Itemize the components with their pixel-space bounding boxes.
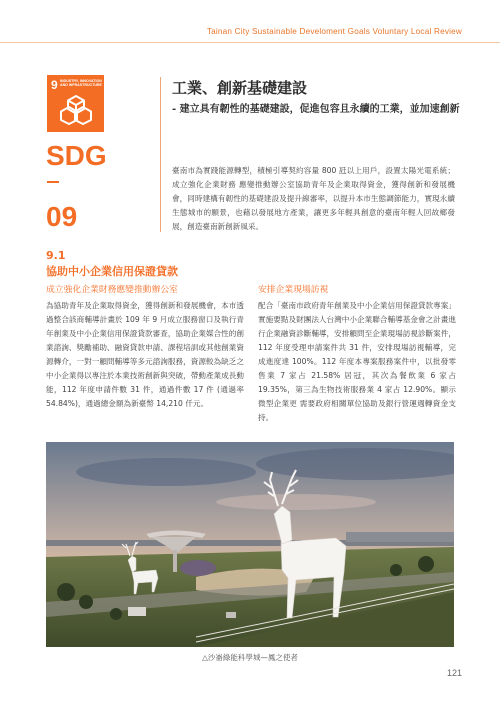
photo-caption: △沙崙綠能科學城—鳳之使者 [202,653,298,662]
left-column-text: 為協助青年及企業取得資金，獲得創新和發展機會，本市透過整合該商輔導計畫於 109 年 9 月成立服務窗口及執行青年創業及中小企業信用保證貸款審查，協助企業媒合性的創業諮詢、獎勵補助、融資貸款申請、課程培訓或其他創業資源轉介，一對一顧問輔導等多元諮詢服務，資源較為缺乏之中小企業得以專注於本業技術創新與突破，帶動產業成長動能，112 年度申請件數 31 件，通過件數 17 件 (通過率 54.84%)，通過總金額為新臺幣 14,210 仟元。 [46,301,244,408]
section-title: 協助中小企業信用保證貸款 [46,265,178,278]
page-subtitle: - 建立具有韌性的基礎建設，促進包容且永續的工業，並加速創新 [172,104,460,115]
running-header: Tainan City Sustainable Develoment Goals Voluntary Local Review [206,27,462,36]
sdg-dash [47,181,59,183]
badge-goal-text: INDUSTRY, INNOVATION AND INFRASTRUCTURE [60,79,102,88]
section-number: 9.1 [46,249,66,262]
page-number: 121 [446,668,462,678]
vertical-divider [160,77,161,232]
deer-sculpture-photo [46,442,454,647]
badge-number: 9 [51,78,58,92]
intro-paragraph: 臺南市為實踐能源轉型，積極引導契約容量 800 瓩以上用戶，設置太陽光電系統；成立強化企業財務 應變推動辦公室協助青年及企業取得資金，獲得創新和發展機會，同時建構有韌性的基礎建設及提升線審率，以提升本市生態調節能力，實現永續生態城市的願景，也藉以發展地方產業，讓更多年輕具創意的臺南年輕人回故鄉發展，創造臺南新創新風采。 [172,166,455,231]
right-column-text: 配合「臺南市政府青年創業及中小企業信用保證貸款專案」實施要點及財團法人台灣中小企業聯合輔導基金會之計畫進行企業融資診斷輔導，安排顧問至企業現場訪視診斷案件，112 年度受理申請案件共 31 件，安排現場訪視輔導，完成進度達 100%。112 年度本專案服務案件中，以批發零售業 7 家占 21.58% 居冠，其次為餐飲業 6 家占 19.35%，第三為生物技術服務業 4 家占 12.90%。顯示微型企業更 需要政府相關單位協助及銀行營運週轉資金支持。 [258,301,456,422]
right-column-subtitle: 安排企業現場訪視 [258,285,329,295]
sdg-number: 09 [46,201,78,232]
header-divider [0,42,500,43]
cubes-icon [60,94,92,126]
page-title: 工業、創新基礎建設 [172,79,308,97]
left-column-subtitle: 成立強化企業財務應變推動辦公室 [46,285,178,295]
sdg-label: SDG [46,140,107,171]
sdg-goal-badge [47,75,104,132]
photo-illustration [46,442,454,647]
